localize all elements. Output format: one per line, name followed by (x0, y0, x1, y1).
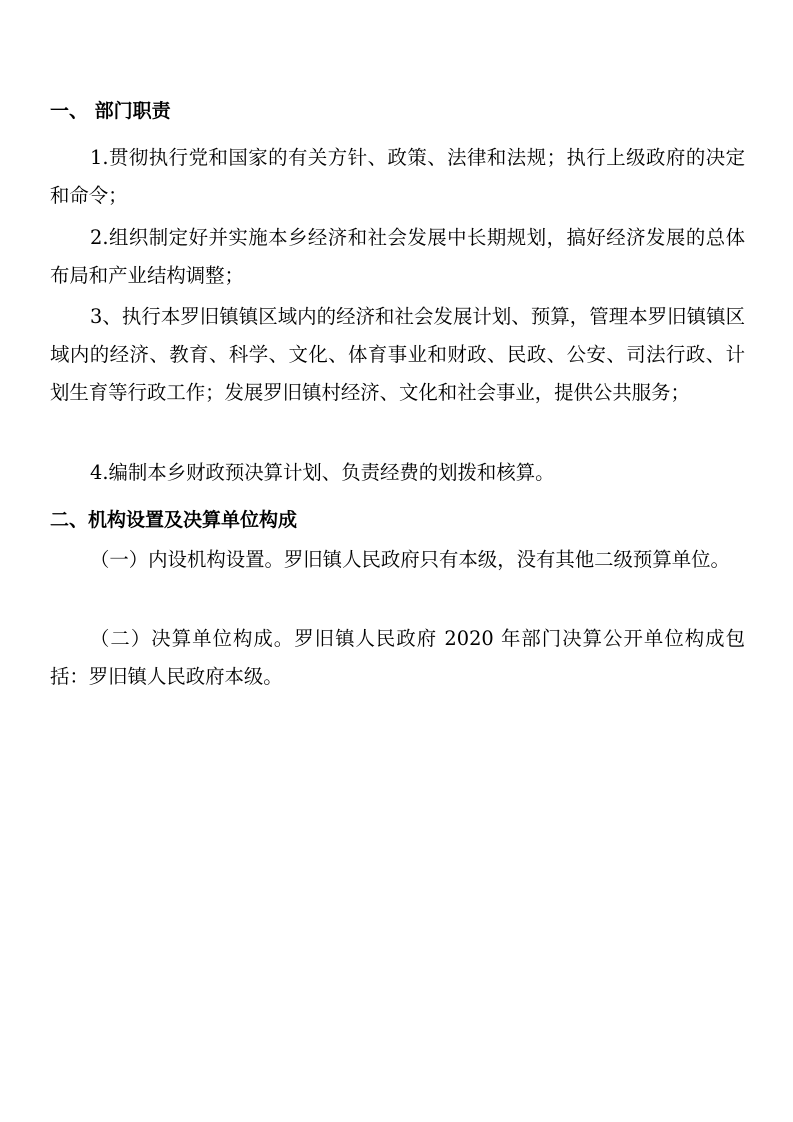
section-heading-organization: 二、机构设置及决算单位构成 (50, 509, 298, 531)
duty-item-4: 4.编制本乡财政预决算计划、负责经费的划拨和核算。 (90, 461, 555, 484)
section-heading-duties: 一、 部门职责 (50, 100, 171, 122)
org-item-2: （二）决算单位构成。罗旧镇人民政府 2020 年部门决算公开单位构成包括：罗旧镇人民政府本级。 (50, 627, 745, 688)
org-item-1: （一）内设机构设置。罗旧镇人民政府只有本级，没有其他二级预算单位。 (90, 548, 730, 571)
duty-item-3: 3、执行本罗旧镇镇区域内的经济和社会发展计划、预算，管理本罗旧镇镇区域内的经济、教育、科学、文化、体育事业和财政、民政、公安、司法行政、计划生育等行政工作；发展罗旧镇村经济、文化和社会事业，提供公共服务； (50, 305, 745, 404)
duty-item-1: 1.贯彻执行党和国家的有关方针、政策、法律和法规；执行上级政府的决定和命令； (50, 146, 745, 207)
duty-item-2: 2.组织制定好并实施本乡经济和社会发展中长期规划，搞好经济发展的总体布局和产业结构调整； (50, 226, 745, 287)
